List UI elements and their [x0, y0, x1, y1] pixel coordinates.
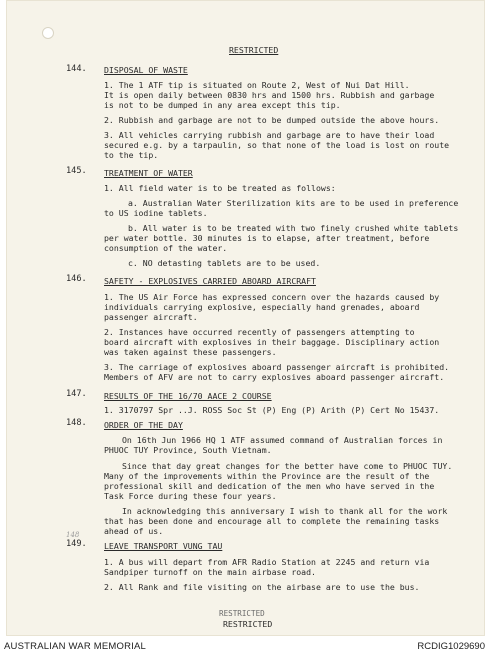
para-line: secured e.g. by a tarpaulin, so that none of the load is lost on route [104, 140, 450, 150]
para-line: 1. A bus will depart from AFR Radio Station at 2245 and return via [104, 557, 430, 567]
para-line: ahead of us. [104, 526, 164, 536]
heading-disposal-of-waste: DISPOSAL OF WASTE [104, 65, 188, 75]
para-line: 2. Rubbish and garbage are not to be dumped outside the above hours. [104, 115, 440, 125]
para-line: to the tip. [104, 150, 159, 160]
handwritten-old-number: 148 [66, 531, 80, 539]
classification-header: RESTRICTED [229, 45, 279, 55]
section-number-146: 146. [66, 274, 87, 284]
para-line: Many of the improvements within the Province are the result of the [104, 471, 430, 481]
punch-hole [42, 27, 54, 39]
para-line: Members of AFV are not to carry explosives aboard passenger aircraft. [104, 372, 445, 382]
para-line: 1. 3170797 Spr ..J. ROSS Soc St (P) Eng (P) Arith (P) Cert No 15437. [104, 405, 440, 415]
para-line: It is open daily between 0830 hrs and 1500 hrs. Rubbish and garbage [104, 90, 435, 100]
para-line: to US iodine tablets. [104, 208, 208, 218]
archive-reference: RCDIG1029690 [417, 641, 485, 652]
heading-results-course: RESULTS OF THE 16/70 AACE 2 COURSE [104, 391, 272, 401]
para-line: board aircraft with explosives in their baggage. Disciplinary action [104, 337, 440, 347]
para-line: consumption of the water. [104, 243, 228, 253]
para-line: per water bottle. 30 minutes is to elapse, after treatment, before [104, 233, 430, 243]
section-number-145: 145. [66, 166, 87, 176]
para-line: 1. The US Air Force has expressed concern over the hazards caused by [104, 292, 440, 302]
para-line: that has been done and encourage all to complete the remaining tasks [104, 516, 440, 526]
para-line: b. All water is to be treated with two finely crushed white tablets [128, 223, 459, 233]
section-number-148: 148. [66, 418, 87, 428]
para-line: On 16th Jun 1966 HQ 1 ATF assumed command of Australian forces in [122, 435, 443, 445]
heading-treatment-of-water: TREATMENT OF WATER [104, 168, 193, 178]
para-line: Since that day great changes for the better have come to PHUOC TUY. [122, 461, 453, 471]
para-line: 2. All Rank and file visiting on the airbase are to use the bus. [104, 582, 420, 592]
para-line: c. NO detasting tablets are to be used. [128, 258, 321, 268]
para-line: was taken against these passengers. [104, 347, 277, 357]
para-line: In acknowledging this anniversary I wish to thank all for the work [122, 506, 448, 516]
para-line: individuals carrying explosive, especially hand grenades, aboard [104, 302, 420, 312]
heading-leave-transport: LEAVE TRANSPORT VUNG TAU [104, 541, 223, 551]
classification-footer: RESTRICTED [223, 619, 273, 629]
para-line: is not to be dumped in any area except this tip. [104, 100, 341, 110]
section-number-144: 144. [66, 64, 87, 74]
para-line: 1. All field water is to be treated as follows: [104, 183, 336, 193]
para-line: 2. Instances have occurred recently of passengers attempting to [104, 327, 415, 337]
para-line: PHUOC TUY Province, South Vietnam. [104, 445, 272, 455]
para-line: Sandpiper turnoff on the main airbase road. [104, 567, 316, 577]
para-line: Task Force during these four years. [104, 491, 277, 501]
archive-institution: AUSTRALIAN WAR MEMORIAL [4, 641, 147, 652]
para-line: passenger aircraft. [104, 312, 198, 322]
faded-classification-stamp: RESTRICTED [219, 609, 265, 618]
para-line: 1. The 1 ATF tip is situated on Route 2, West of Nui Dat Hill. [104, 80, 410, 90]
heading-order-of-the-day: ORDER OF THE DAY [104, 420, 183, 430]
para-line: a. Australian Water Sterilization kits are to be used in preference [128, 198, 459, 208]
section-number-149: 149. [66, 539, 87, 549]
para-line: 3. The carriage of explosives aboard passenger aircraft is prohibited. [104, 362, 450, 372]
para-line: professional skill and dedication of the men who have served in the [104, 481, 435, 491]
section-number-147: 147. [66, 389, 87, 399]
archive-footer [0, 638, 489, 654]
document-page [6, 0, 485, 636]
heading-safety-explosives: SAFETY - EXPLOSIVES CARRIED ABOARD AIRCRAFT [104, 276, 316, 286]
para-line: 3. All vehicles carrying rubbish and garbage are to have their load [104, 130, 435, 140]
